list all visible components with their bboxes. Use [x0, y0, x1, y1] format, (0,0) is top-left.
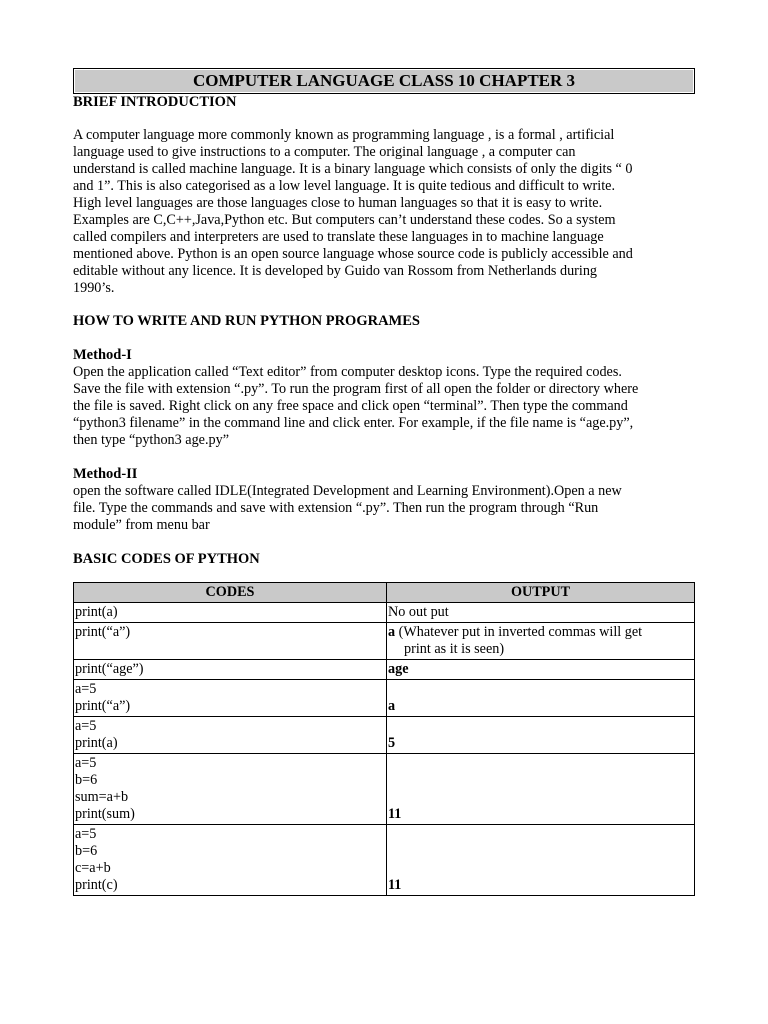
output-cell: a (Whatever put in inverted commas will get print as it is seen): [387, 623, 695, 660]
table-row: [74, 680, 695, 717]
method-2-paragraph: open the software called IDLE(Integrated Development and Learning Environment).Open a new file. Type the commands and save with extension “.py”. Then run the program through “Run module” from menu bar: [73, 483, 622, 533]
code-cell: print(a): [74, 603, 387, 623]
table-row: [74, 660, 695, 680]
code-cell: a=5 print(“a”): [74, 680, 387, 717]
codes-column-header: CODES: [74, 583, 387, 603]
codes-heading: BASIC CODES OF PYTHON: [73, 551, 260, 567]
table-row: [74, 603, 695, 623]
output-cell: 11: [387, 754, 695, 825]
output-cell: a: [387, 680, 695, 717]
intro-paragraph: A computer language more commonly known as programming language , is a formal , artificial language used to give instructions to a computer. The original language , a computer can understand is called machine language. It is a binary language which consists of only the digits “ 0 and 1”. This is also categorised as a low level language. It is quite tedious and difficult to write. High level languages are those languages close to human languages so that it is easy to write. Examples are C,C++,Java,Python etc. But computers can’t understand these codes. So a system called compilers and interpreters are used to translate these languages in to machine language mentioned above. Python is an open source language whose source code is publicly accessible and editable without any licence. It is developed by Guido van Rossom from Netherlands during 1990’s.: [73, 127, 633, 296]
table-row: [74, 623, 695, 660]
code-cell: print(“a”): [74, 623, 387, 660]
method-1-paragraph: Open the application called “Text editor” from computer desktop icons. Type the required codes. Save the file with extension “.py”. To run the program first of all open the folder or directory where the file is saved. Right click on any free space and click open “terminal”. Then type the command “python3 filename” in the command line and click enter. For example, if the file name is “age.py”, then type “python3 age.py”: [73, 364, 639, 448]
document-title: COMPUTER LANGUAGE CLASS 10 CHAPTER 3: [73, 68, 695, 94]
output-cell: age: [387, 660, 695, 680]
output-column-header: OUTPUT: [387, 583, 695, 603]
method-2-heading: Method-II: [73, 466, 138, 482]
table-header-row: [74, 583, 695, 603]
table-row: [74, 717, 695, 754]
output-cell: 11: [387, 825, 695, 896]
table-row: [74, 825, 695, 896]
code-cell: print(“age”): [74, 660, 387, 680]
output-cell: 5: [387, 717, 695, 754]
document-page: [73, 68, 695, 896]
codes-table: [73, 582, 695, 896]
table-row: [74, 754, 695, 825]
code-cell: a=5 b=6 c=a+b print(c): [74, 825, 387, 896]
intro-heading: BRIEF INTRODUCTION: [73, 94, 237, 110]
code-cell: a=5 print(a): [74, 717, 387, 754]
howto-heading: HOW TO WRITE AND RUN PYTHON PROGRAMES: [73, 313, 420, 329]
code-cell: a=5 b=6 sum=a+b print(sum): [74, 754, 387, 825]
method-1-heading: Method-I: [73, 347, 132, 363]
output-cell: No out put: [387, 603, 695, 623]
